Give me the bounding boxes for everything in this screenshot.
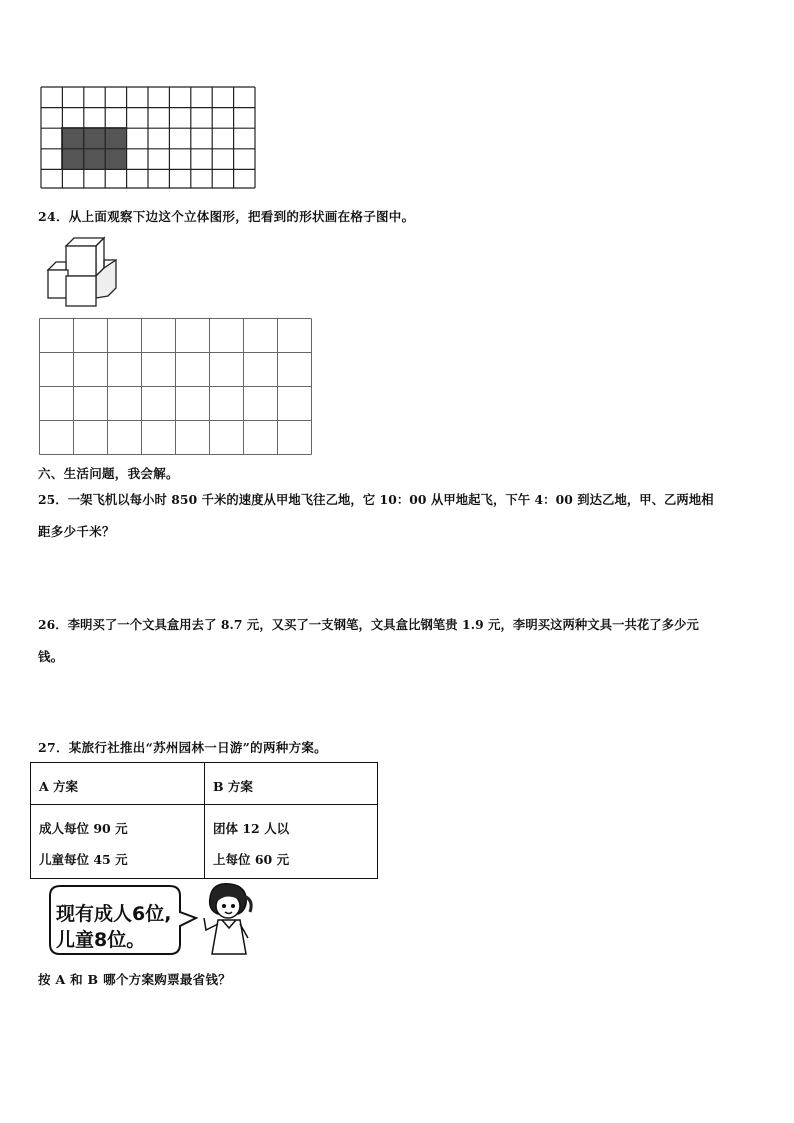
answer-grid xyxy=(39,318,314,456)
girl-icon xyxy=(204,884,251,954)
shaded-rectangle xyxy=(61,127,126,169)
plan-a-child-price: 儿童每位 45 元 xyxy=(39,852,128,867)
plan-table xyxy=(30,762,378,879)
table-row-divider xyxy=(31,804,377,805)
q27-question: 按 A 和 B 哪个方案购票最省钱？ xyxy=(38,972,232,987)
top-grid-figure xyxy=(40,86,258,190)
q25-line1: 25．一架飞机以每小时 850 千米的速度从甲地飞往乙地，它 10：00 从甲地起飞，下午 4：00 到达乙地，甲、乙两地相 xyxy=(38,492,714,507)
plan-b-header: B 方案 xyxy=(213,779,253,794)
cube-figure xyxy=(44,236,120,312)
section-6-heading: 六、生活问题，我会解。 xyxy=(38,466,179,481)
q27-intro: 27．某旅行社推出“苏州园林一日游”的两种方案。 xyxy=(38,740,327,755)
plan-a-header: A 方案 xyxy=(39,779,79,794)
bubble-line2: 儿童8位。 xyxy=(56,929,146,951)
q26-line1: 26．李明买了一个文具盒用去了 8.7 元，又买了一支钢笔，文具盒比钢笔贵 1.9 元，李明买这两种文具一共花了多少元 xyxy=(38,617,699,632)
q25-line2: 距多少千米？ xyxy=(38,524,115,539)
plan-b-group-line2: 上每位 60 元 xyxy=(213,852,290,867)
bubble-line1: 现有成人6位, xyxy=(56,903,172,925)
plan-a-adult-price: 成人每位 90 元 xyxy=(39,821,128,836)
q26-line2: 钱。 xyxy=(38,649,64,664)
plan-b-group-line1: 团体 12 人以 xyxy=(213,821,290,836)
table-column-divider xyxy=(204,763,205,878)
q24-text: 24．从上面观察下边这个立体图形，把看到的形状画在格子图中。 xyxy=(38,209,415,224)
